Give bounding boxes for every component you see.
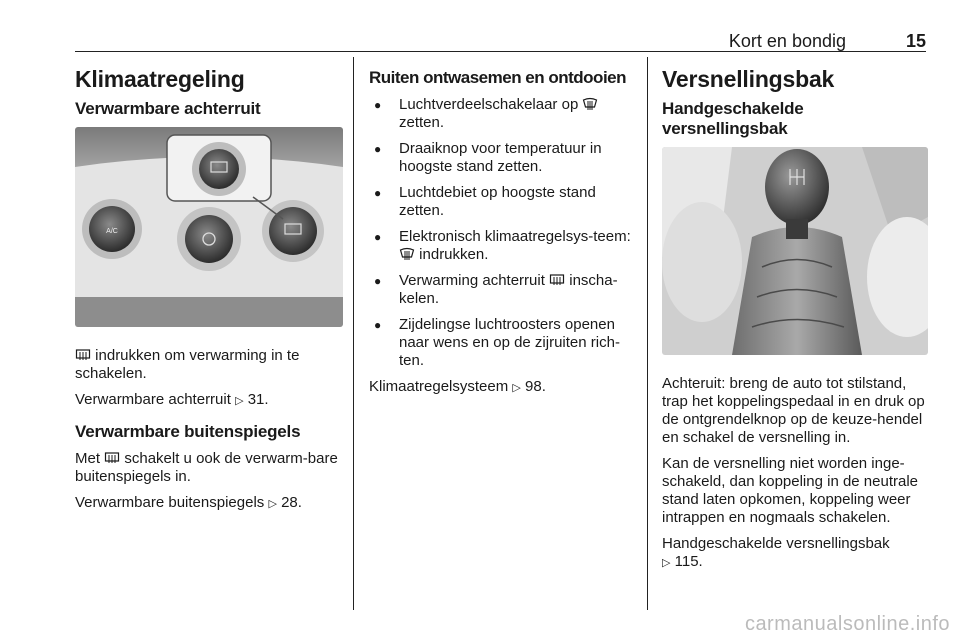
list-item: ● Verwarming achterruit inscha-kelen. (369, 272, 637, 308)
page-number: 15 (905, 31, 926, 51)
list-item: ● Zijdelingse luchtroosters openen naar wens en op de zijruiten rich-ten. (369, 316, 637, 370)
reference-arrow-icon (235, 391, 243, 408)
defrost-heading: Ruiten ontwasemen en ontdooien (369, 68, 627, 87)
list-item: ● Luchtdebiet op hoogste stand zetten. (369, 184, 637, 220)
climate-title: Klimaatregeling (75, 66, 245, 92)
heated-rear-window-heading: Verwarmbare achterruit (75, 99, 261, 118)
gearbox-reference: Handgeschakelde versnellingsbak ▷ 115. (662, 535, 928, 572)
mirrors-reference: Verwarmbare buitenspiegels ▷ 28. (75, 494, 343, 513)
column-divider-2 (647, 57, 648, 610)
rear-window-heat-icon (75, 348, 91, 362)
climate-system-reference: Klimaatregelsysteem ▷ 98. (369, 378, 637, 397)
rear-window-reference: Verwarmbare achterruit ▷ 31. (75, 391, 343, 410)
column-gearbox (662, 58, 928, 580)
column-divider-1 (353, 57, 354, 610)
section-title: Kort en bondig (728, 31, 846, 51)
page-header (75, 29, 926, 52)
rear-window-heat-icon (104, 451, 120, 465)
heated-mirrors-heading: Verwarmbare buitenspiegels (75, 422, 301, 441)
reference-arrow-icon (512, 378, 520, 395)
list-item: ● Draaiknop voor temperatuur in hoogste stand zetten. (369, 140, 637, 176)
defrost-steps (369, 96, 637, 370)
climate-panel-photo (75, 127, 343, 327)
reference-arrow-icon (662, 553, 670, 570)
reference-arrow-icon (268, 494, 276, 511)
reference-link[interactable]: 31. (247, 391, 269, 408)
gearbox-title: Versnellingsbak (662, 66, 835, 92)
mirrors-instruction: Met schakelt u ook de verwarm-bare buitenspiegels in. (75, 450, 338, 485)
manual-gearbox-heading: Handgeschakelde versnellingsbak (662, 99, 804, 138)
watermark: carmanualsonline.info (744, 613, 950, 635)
reference-link[interactable]: 115. (674, 553, 703, 570)
column-climate (75, 58, 343, 521)
windscreen-defrost-icon (582, 97, 598, 111)
rear-window-instruction: indrukken om verwarming in te schakelen. (75, 347, 300, 382)
reference-link[interactable]: 98. (525, 378, 546, 395)
ac-label: A/C (106, 228, 118, 235)
list-item: ● Elektronisch klimaatregelsys-teem: indrukken. (369, 228, 637, 264)
reverse-instruction: Achteruit: breng de auto tot stilstand, trap het koppelingspedaal in en druk op de ontgrendelknop op de keuze-hendel en schakel de versnelling in. (662, 375, 925, 446)
column-defrost (369, 58, 637, 405)
reference-link[interactable]: 28. (281, 494, 302, 511)
engage-instruction: Kan de versnelling niet worden inge-schakeld, dan koppeling in de neutrale stand laten opkomen, koppeling weer intrappen en nogmaals schakelen. (662, 455, 919, 526)
rear-window-heat-icon (549, 273, 565, 287)
windscreen-defrost-icon (399, 247, 415, 261)
list-item: ● Luchtverdeelschakelaar op zetten. (369, 96, 637, 132)
gear-lever-photo (662, 147, 928, 355)
